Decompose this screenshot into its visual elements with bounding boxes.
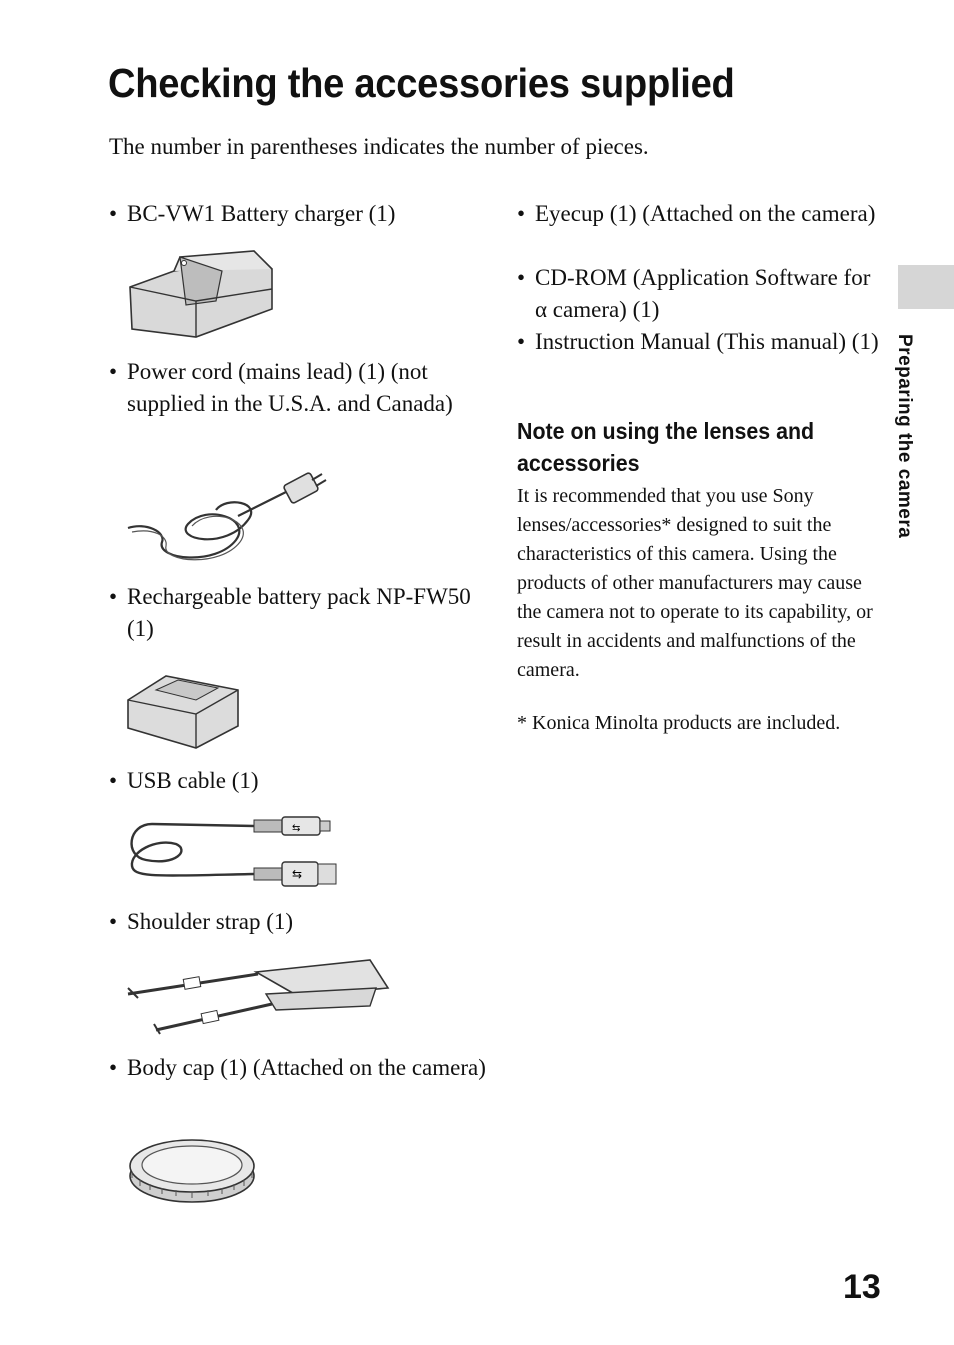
battery-charger-icon [126, 249, 276, 341]
bullet: • [517, 201, 526, 226]
item-text: Rechargeable battery pack NP-FW50 (1) [127, 584, 471, 641]
item-text: Eyecup (1) (Attached on the camera) [535, 201, 876, 226]
bullet: • [109, 359, 118, 384]
bullet: • [109, 584, 118, 609]
list-item [109, 765, 487, 797]
bullet: • [109, 1055, 118, 1080]
note-body: It is recommended that you use Sony lenses/accessories* designed to suit the characteristics of this camera. Using the products of other manufacturers may cause the camera not to operate to its capability, or result in accidents and malfunctions of the camera. [517, 485, 873, 681]
footnote: * Konica Minolta products are included. [517, 712, 841, 734]
note-heading: Note on using the lenses and accessories [517, 418, 815, 476]
body-cap-icon [128, 1138, 258, 1204]
bullet: • [517, 329, 526, 354]
list-item [517, 262, 880, 326]
list-item [109, 581, 487, 645]
svg-text:⇆: ⇆ [292, 867, 303, 881]
list-item [109, 906, 487, 938]
list-item [109, 356, 487, 420]
item-text: USB cable (1) [127, 768, 259, 793]
list-item [109, 1052, 487, 1084]
item-text: Body cap (1) (Attached on the camera) [127, 1055, 486, 1080]
battery-pack-icon [126, 670, 242, 750]
svg-text:⇆: ⇆ [292, 823, 301, 834]
bullet: • [109, 201, 118, 226]
item-text: CD-ROM (Application Software for α camera) (1) [535, 265, 871, 322]
item-text: Power cord (mains lead) (1) (not supplied in the U.S.A. and Canada) [127, 359, 453, 416]
page-number: 13 [843, 1268, 881, 1306]
bullet: • [109, 768, 118, 793]
bullet: • [109, 909, 118, 934]
intro-text: The number in parentheses indicates the number of pieces. [109, 134, 649, 159]
section-tab-marker [898, 265, 954, 309]
shoulder-strap-icon [126, 958, 392, 1036]
usb-cable-icon [126, 816, 340, 890]
list-item [517, 198, 880, 230]
bullet: • [517, 265, 526, 290]
item-text: Instruction Manual (This manual) (1) [535, 329, 879, 354]
list-item [517, 326, 880, 358]
item-text: Shoulder strap (1) [127, 909, 294, 934]
power-cord-icon [126, 470, 326, 566]
item-text: BC-VW1 Battery charger (1) [127, 201, 396, 226]
section-label: Preparing the camera [894, 334, 915, 539]
page-title: Checking the accessories supplied [108, 60, 735, 106]
list-item [109, 198, 487, 230]
